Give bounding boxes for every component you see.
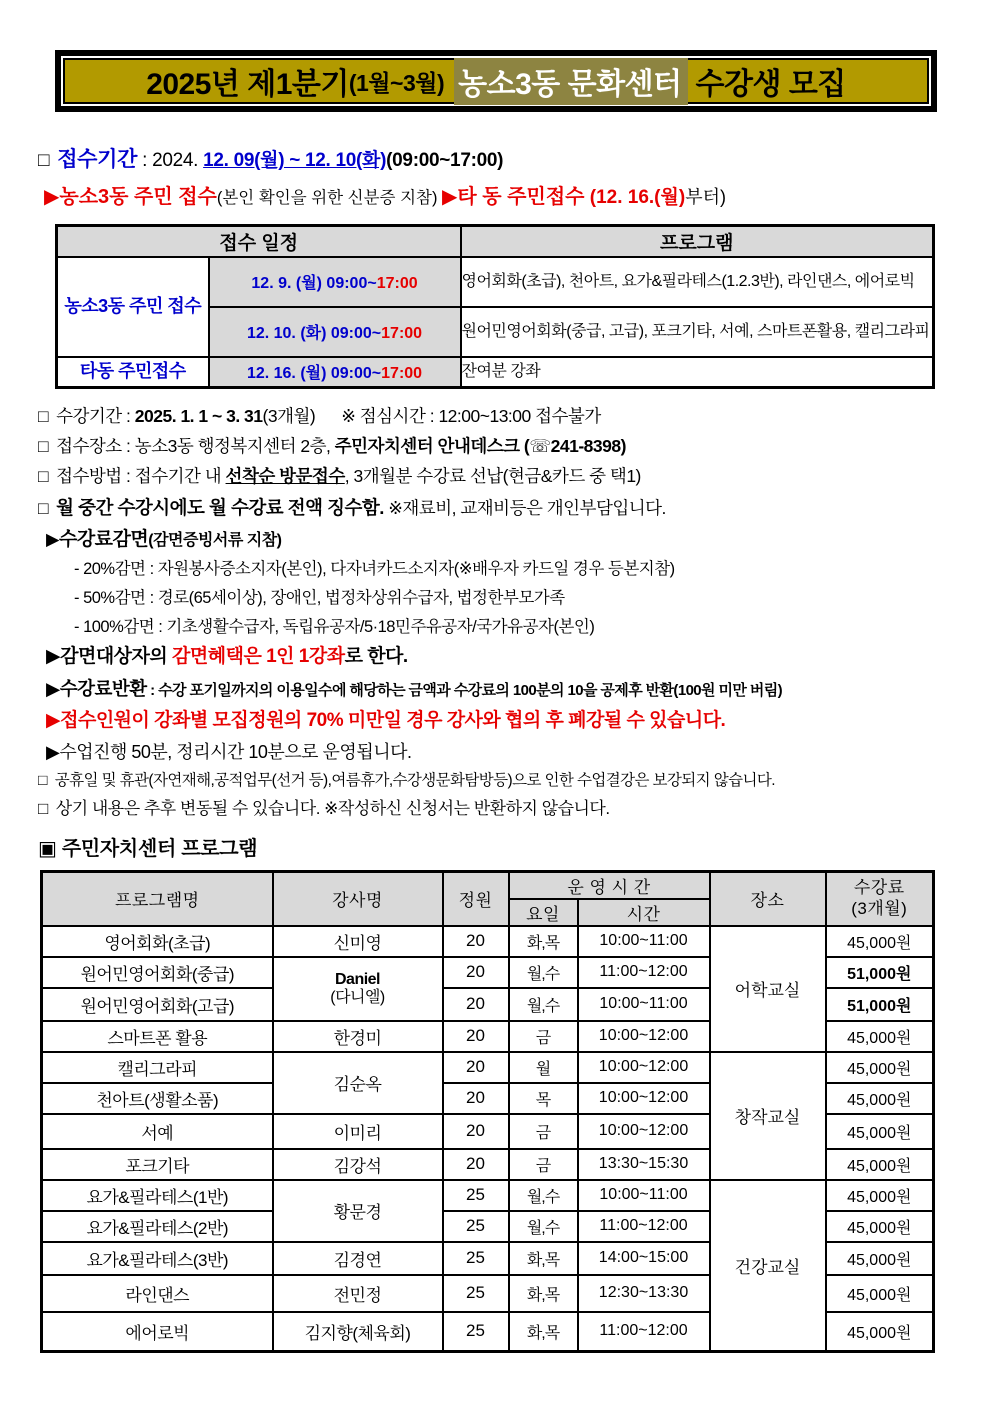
teacher-name: 전민정	[273, 1275, 443, 1312]
program-name: 에어로빅	[42, 1312, 273, 1352]
other-resident-tail: 부터)	[685, 187, 726, 207]
program-header: 프로그램	[461, 226, 934, 257]
refund-text: : 수강 포기일까지의 이용일수에 해당하는 금액과 수강료의 100분의 10을 공제후 반환(100원 미만 버림)	[146, 681, 783, 699]
date-end-text: 17:00	[381, 325, 423, 342]
course-period-tail: (3개월)	[262, 406, 316, 426]
method-tail: , 3개월분 수강료 선납(현금&카드 중 택1)	[344, 465, 641, 486]
discount-label: - 20%감면 :	[74, 560, 158, 579]
program-row	[42, 1180, 934, 1211]
discount-text: 기초생활수급자, 독립유공자/5·18민주유공자/국가유공자(본인)	[166, 617, 595, 636]
reception-method-line	[38, 466, 992, 488]
reception-period-line	[38, 143, 992, 173]
midmonth-bold-text: 월 중간 수강시에도 월 수강료 전액 징수함.	[56, 496, 384, 518]
days: 화,목	[509, 1275, 578, 1312]
time: 10:00~12:00	[578, 1114, 710, 1149]
program-name: 영어회화(초급)	[42, 926, 273, 957]
teacher-name	[273, 957, 443, 1021]
time: 13:30~15:30	[578, 1149, 710, 1180]
date-cell	[209, 357, 461, 388]
closure-line	[46, 709, 992, 733]
program-name: 원어민영어회화(중급)	[42, 957, 273, 988]
teacher-name-en: Daniel	[334, 971, 380, 989]
fee: 45,000원	[826, 1312, 934, 1352]
program-list-cell: 원어민영어회화(중급, 고급), 포크기타, 서예, 스마트폰활용, 캘리그라피	[461, 307, 934, 357]
fee-header-line2: (3개월)	[851, 898, 908, 918]
reception-schedule-table	[55, 224, 935, 389]
days: 화,목	[509, 1242, 578, 1275]
time: 10:00~12:00	[578, 1083, 710, 1114]
place: 창작교실	[710, 1052, 826, 1180]
course-period-line	[38, 406, 992, 428]
date-text: 12. 10. (화) 09:00~	[246, 325, 382, 342]
program-list-cell: 잔여분 강좌	[461, 357, 934, 388]
program-name: 천아트(생활소품)	[42, 1083, 273, 1114]
col-header-time: 시간	[578, 899, 710, 926]
capacity: 25	[443, 1275, 509, 1312]
capacity: 20	[443, 926, 509, 957]
program-name: 캘리그라피	[42, 1052, 273, 1083]
checkbox-icon: □	[38, 799, 48, 819]
place-text: 접수장소 : 농소3동 행정복지센터 2층,	[56, 435, 335, 456]
time: 10:00~11:00	[578, 1180, 710, 1211]
checkbox-icon: □	[38, 150, 50, 171]
program-name: 스마트폰 활용	[42, 1021, 273, 1052]
arrow-icon: ▶	[46, 709, 61, 731]
resident-group-cell: 농소3동 주민 접수	[57, 257, 209, 357]
discount-title-line	[46, 528, 992, 552]
refund-line	[46, 677, 992, 701]
change-notice-line	[38, 798, 992, 819]
course-period-label: 수강기간 :	[56, 406, 135, 426]
program-name: 요가&필라테스(1반)	[42, 1180, 273, 1211]
program-name: 포크기타	[42, 1149, 273, 1180]
teacher-name: 김순옥	[273, 1052, 443, 1114]
midmonth-tail: ※재료비, 교재비등은 개인부담입니다.	[383, 497, 666, 518]
col-header-name: 프로그램명	[42, 871, 273, 926]
teacher-name: 황문경	[273, 1180, 443, 1242]
discount-label: - 100%감면 :	[74, 617, 167, 636]
fee-header-line1: 수강료	[853, 878, 905, 898]
reception-dates: 12. 09(월) ~ 12. 10(화)	[203, 150, 387, 171]
date-end-text: 17:00	[376, 275, 418, 292]
col-header-operating: 운 영 시 간	[509, 871, 710, 899]
reception-colon: :	[137, 150, 153, 171]
capacity: 25	[443, 1242, 509, 1275]
date-cell	[209, 307, 461, 357]
program-name: 요가&필라테스(3반)	[42, 1242, 273, 1275]
method-text: 접수방법 : 접수기간 내	[56, 465, 226, 486]
fee: 45,000원	[826, 1275, 934, 1312]
schedule-header: 접수 일정	[57, 226, 461, 257]
fee: 45,000원	[826, 1242, 934, 1275]
holiday-line	[38, 771, 992, 790]
fee: 45,000원	[826, 1052, 934, 1083]
fee: 45,000원	[826, 1083, 934, 1114]
refund-label: 수강료반환	[59, 677, 147, 699]
checkbox-icon: □	[38, 497, 49, 518]
reception-year: 2024.	[152, 150, 204, 171]
col-header-fee	[826, 871, 934, 926]
place: 건강교실	[710, 1180, 826, 1352]
capacity: 20	[443, 1052, 509, 1083]
date-cell	[209, 257, 461, 307]
program-table-header-row	[42, 871, 934, 899]
arrow-icon: ▶	[46, 741, 60, 762]
program-list-cell: 영어회화(초급), 천아트, 요가&필라테스(1.2.3반), 라인댄스, 에어로빅	[461, 257, 934, 307]
arrow-icon: ▶	[46, 677, 60, 699]
teacher-name: 김경연	[273, 1242, 443, 1275]
mid-month-fee-line	[38, 496, 992, 520]
days: 월,수	[509, 957, 578, 988]
program-row	[42, 926, 934, 957]
time: 11:00~12:00	[578, 1312, 710, 1352]
closure-text: 접수인원이 강좌별 모집정원의 70% 미만일 경우 강사와 협의 후 폐강될 수 있습니다.	[60, 709, 726, 731]
notes-section	[0, 406, 992, 820]
date-text: 12. 16. (월) 09:00~	[246, 365, 382, 383]
discount-item-100	[74, 617, 992, 638]
schedule-row	[57, 257, 934, 307]
checkbox-icon: □	[38, 772, 47, 789]
benefit-red-text: 감면혜택은 1인 1강좌	[172, 646, 345, 668]
discount-item-20	[74, 559, 992, 580]
col-header-day: 요일	[509, 899, 578, 926]
program-row	[42, 1052, 934, 1083]
discount-label: - 50%감면 :	[74, 588, 158, 607]
date-end-text: 17:00	[381, 365, 423, 383]
program-table	[40, 870, 935, 1354]
benefit-post: 로 한다.	[344, 646, 408, 668]
capacity: 20	[443, 1021, 509, 1052]
days: 금	[509, 1149, 578, 1180]
change-text: 상기 내용은 추후 변동될 수 있습니다. ※작성하신 신청서는 반환하지 않습니다.	[55, 799, 610, 819]
capacity: 25	[443, 1211, 509, 1242]
discount-title: 수강료감면	[58, 528, 149, 550]
program-name: 서예	[42, 1114, 273, 1149]
reception-place-line	[38, 436, 992, 458]
days: 화,목	[509, 1312, 578, 1352]
days: 월	[509, 1052, 578, 1083]
checkbox-icon: □	[38, 465, 49, 486]
other-resident-label: ▶타 동 주민접수	[442, 186, 585, 208]
place: 어학교실	[710, 926, 826, 1052]
checkbox-icon: □	[38, 406, 49, 426]
method-bold-text: 선착순 방문접수	[225, 465, 345, 486]
discount-text: 자원봉사증소지자(본인), 다자녀카드소지자(※배우자 카드일 경우 등본지참)	[157, 560, 675, 579]
teacher-name-ko: (다니엘)	[330, 988, 385, 1006]
days: 목	[509, 1083, 578, 1114]
time: 11:00~12:00	[578, 1211, 710, 1242]
capacity: 20	[443, 1149, 509, 1180]
days: 금	[509, 1021, 578, 1052]
fee: 51,000원	[826, 988, 934, 1021]
days: 월,수	[509, 1180, 578, 1211]
days: 월,수	[509, 988, 578, 1021]
discount-title-note: (감면증빙서류 지참)	[148, 531, 282, 549]
title-period: (1월~3월)	[348, 69, 445, 96]
reception-period-label: 접수기간	[57, 148, 138, 171]
page-title	[63, 58, 929, 104]
teacher-name: 이미리	[273, 1114, 443, 1149]
fee: 45,000원	[826, 1180, 934, 1211]
time: 10:00~11:00	[578, 926, 710, 957]
time: 11:00~12:00	[578, 957, 710, 988]
time: 10:00~12:00	[578, 1052, 710, 1083]
capacity: 20	[443, 957, 509, 988]
reception-hours: (09:00~17:00)	[386, 150, 504, 171]
filled-square-icon: ▣	[38, 837, 57, 860]
capacity: 20	[443, 1083, 509, 1114]
checkbox-icon: □	[38, 435, 49, 456]
fee: 45,000원	[826, 1211, 934, 1242]
local-resident-note: (본인 확인을 위한 신분증 지참)	[216, 189, 443, 207]
capacity: 20	[443, 1114, 509, 1149]
time: 12:30~13:30	[578, 1275, 710, 1312]
title-main: 2025년 제1분기	[146, 68, 349, 101]
benefit-pre: 감면대상자의	[60, 646, 173, 668]
capacity: 20	[443, 988, 509, 1021]
course-period-dates: 2025. 1. 1 ~ 3. 31	[134, 406, 263, 426]
fee: 45,000원	[826, 1149, 934, 1180]
days: 화,목	[509, 926, 578, 957]
col-header-place: 장소	[710, 871, 826, 926]
schedule-header-row	[57, 226, 934, 257]
schedule-row	[57, 357, 934, 388]
fee: 51,000원	[826, 957, 934, 988]
date-text: 12. 9. (월) 09:00~	[251, 275, 377, 292]
teacher-name: 한경미	[273, 1021, 443, 1052]
program-name: 원어민영어회화(고급)	[42, 988, 273, 1021]
fee: 45,000원	[826, 926, 934, 957]
discount-benefit-line	[46, 645, 992, 669]
arrow-icon: ▶	[46, 646, 61, 668]
classtime-text: 수업진행 50분, 정리시간 10분으로 운영됩니다.	[59, 741, 412, 762]
discount-text: 경로(65세이상), 장애인, 법정차상위수급자, 법정한부모가족	[157, 588, 565, 607]
arrow-icon: ▶	[46, 528, 59, 549]
lunch-note: ※ 점심시간 : 12:00~13:00 접수불가	[341, 406, 601, 426]
fee: 45,000원	[826, 1021, 934, 1052]
fee: 45,000원	[826, 1114, 934, 1149]
holiday-text: 공휴일 및 휴관(자연재해,공적업무(선거 등),여름휴가,수강생문화탐방등)으로 인한 수업결강은 보강되지 않습니다.	[54, 772, 775, 789]
resident-group-cell: 타동 주민접수	[57, 357, 209, 388]
capacity: 25	[443, 1180, 509, 1211]
time: 10:00~11:00	[578, 988, 710, 1021]
time: 14:00~15:00	[578, 1242, 710, 1275]
teacher-name: 신미영	[273, 926, 443, 957]
title-highlight: 농소3동 문화센터	[454, 58, 687, 105]
title-banner	[55, 50, 937, 112]
days: 월,수	[509, 1211, 578, 1242]
program-name: 라인댄스	[42, 1275, 273, 1312]
title-suffix: 수강생 모집	[695, 68, 846, 101]
program-name: 요가&필라테스(2반)	[42, 1211, 273, 1242]
discount-item-50	[74, 588, 992, 609]
program-section-title-text: 주민자치센터 프로그램	[61, 837, 258, 860]
place-desk-text: 주민자치센터 안내데스크 (☏241-8398)	[334, 435, 626, 456]
capacity: 25	[443, 1312, 509, 1352]
teacher-name: 김강석	[273, 1149, 443, 1180]
time: 10:00~12:00	[578, 1021, 710, 1052]
reception-detail-line	[44, 180, 992, 209]
days: 금	[509, 1114, 578, 1149]
col-header-teacher: 강사명	[273, 871, 443, 926]
col-header-capacity: 정원	[443, 871, 509, 926]
teacher-name: 김지향(체육회)	[273, 1312, 443, 1352]
class-time-line	[46, 741, 992, 764]
program-section-title	[38, 832, 992, 861]
other-resident-date: (12. 16.(월)	[584, 187, 686, 208]
local-resident-label: ▶농소3동 주민 접수	[44, 186, 217, 208]
